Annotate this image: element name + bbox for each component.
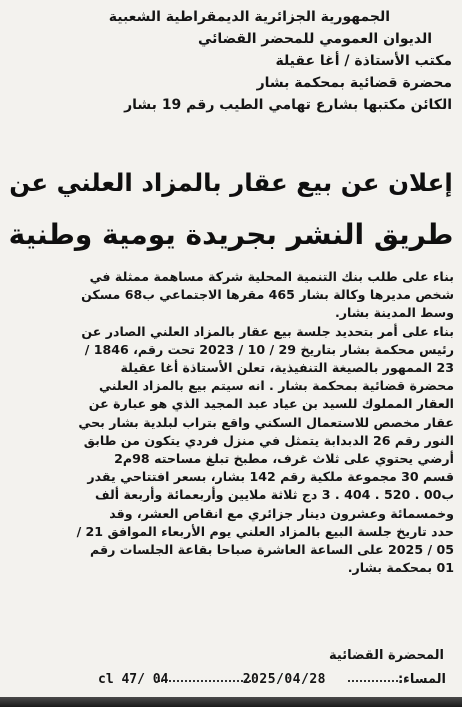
body-line: 05 / 2025 على الساعة العاشرة صباحا بقاعة الجلسات رقم — [90, 542, 454, 558]
body-line: 23 الممهور بالصيغة التنفيذية، تعلن الأستاذة أغا عقيلة — [120, 360, 454, 376]
body-line: 01 بمحكمة بشار. — [347, 560, 454, 576]
body-line: ب00 . 520 . 404 . 3 دج ثلاثة ملايين وأربعمائة وأربعة ألف — [95, 487, 454, 503]
newspaper-label: المساء: — [397, 672, 446, 687]
dotted-separator — [348, 680, 406, 682]
body-line: حدد تاريخ جلسة البيع بالمزاد العلني يوم الأربعاء الموافق 21 / — [76, 523, 454, 539]
body-line: وسط المدينة بشار. — [334, 305, 454, 321]
body-line: بناء على أمر بتحديد جلسة بيع عقار بالمزاد العلني الصادر عن — [81, 323, 454, 339]
body-line: قسم 30 مجموعة ملكية رقم 142 بشار، بسعر افتتاحي يقدر — [87, 469, 454, 485]
header-address: الكائن مكتبها بشارع تهامي الطيب رقم 19 بشار — [124, 97, 452, 113]
title-line-2: طريق النشر بجريدة يومية وطنية — [8, 218, 454, 251]
body-line: النور رقم 26 الدبدابة يتمثل في منزل فردي يتكون من طابق — [83, 432, 454, 448]
body-line: شخص مديرها وكالة بشار 465 مقرها الاجتماعي ب68 مسكن — [81, 287, 454, 303]
header-bailiff-name: مكتب الأستاذة / أغا عقيلة — [275, 53, 452, 69]
notice-body — [8, 268, 454, 577]
body-line: رئيس محكمة بشار بتاريخ 29 / 10 / 2023 تحت رقم، 1846 / — [84, 341, 454, 357]
header-republic: الجمهورية الجزائرية الديمقراطية الشعبية — [108, 9, 390, 25]
body-line: بناء على طلب بنك التنمية المحلية شركة مساهمة ممثلة في — [89, 269, 454, 284]
header-office: الديوان العمومي للمحضر القضائي — [197, 31, 432, 47]
body-line: عقار مخصص للاستعمال السكني واقع بتراب لبلدية بشار بحي — [78, 414, 454, 430]
signature: المحضرة القضائية — [329, 648, 444, 663]
header-court: محضرة قضائية بمحكمة بشار — [256, 75, 452, 91]
title-line-1: إعلان عن بيع عقار بالمزاد العلني عن — [9, 168, 453, 197]
publication-date: 2025/04/28 — [242, 672, 326, 687]
body-line: محضرة قضائية بمحكمة بشار . انه سيتم بيع بالمزاد العلني — [99, 378, 454, 394]
body-line: أرضي يحتوي على ثلاث غرف، مطبخ تبلغ مساحته 98م2 — [114, 451, 454, 467]
body-line: وخمسمائة وعشرون دينار جزائري مع انقاص العشر، وقد — [109, 505, 454, 521]
reference-number: cl 47/ 04 — [98, 672, 169, 687]
body-line: العقار المملوك للسيد بن عياد عبد المجيد الذي هو عبارة عن — [88, 396, 454, 412]
notice-title — [8, 157, 454, 261]
bottom-edge — [0, 697, 462, 707]
notice-footer — [8, 648, 454, 688]
dotted-separator — [158, 680, 254, 682]
notice-header — [12, 6, 452, 116]
